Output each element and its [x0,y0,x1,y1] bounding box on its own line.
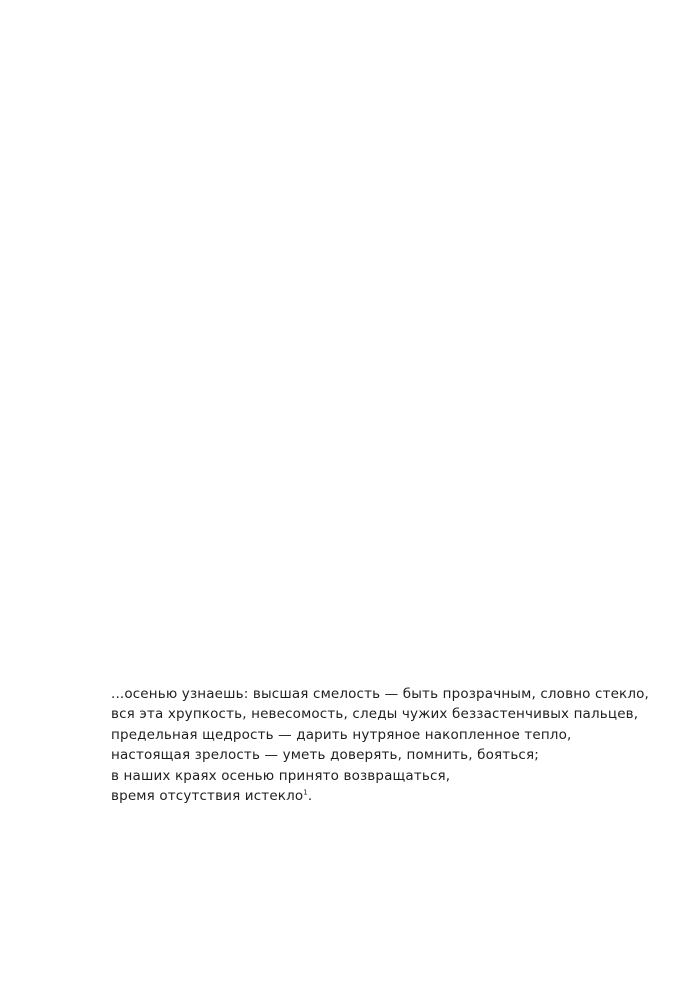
poem-line-2: вся эта хрупкость, невесомость, следы чужих беззастенчивых пальцев, [111,706,639,723]
poem-line-5: в наших краях осенью принято возвращаться, [111,767,451,784]
poem-line-3: предельная щедрость — дарить нутряное накопленное тепло, [111,726,572,743]
poem-line-1: ...осенью узнаешь: высшая смелость — быть прозрачным, словно стекло, [111,686,649,702]
poem-line-6 [111,786,651,806]
footnote-marker[interactable]: 1 [303,788,308,797]
poem-line-4: настоящая зрелость — уметь доверять, помнить, бояться; [111,747,539,764]
poem-line-6-end: . [307,788,313,805]
epigraph-poem [111,684,651,806]
poem-line-6-text: время отсутствия истекло [111,788,304,805]
